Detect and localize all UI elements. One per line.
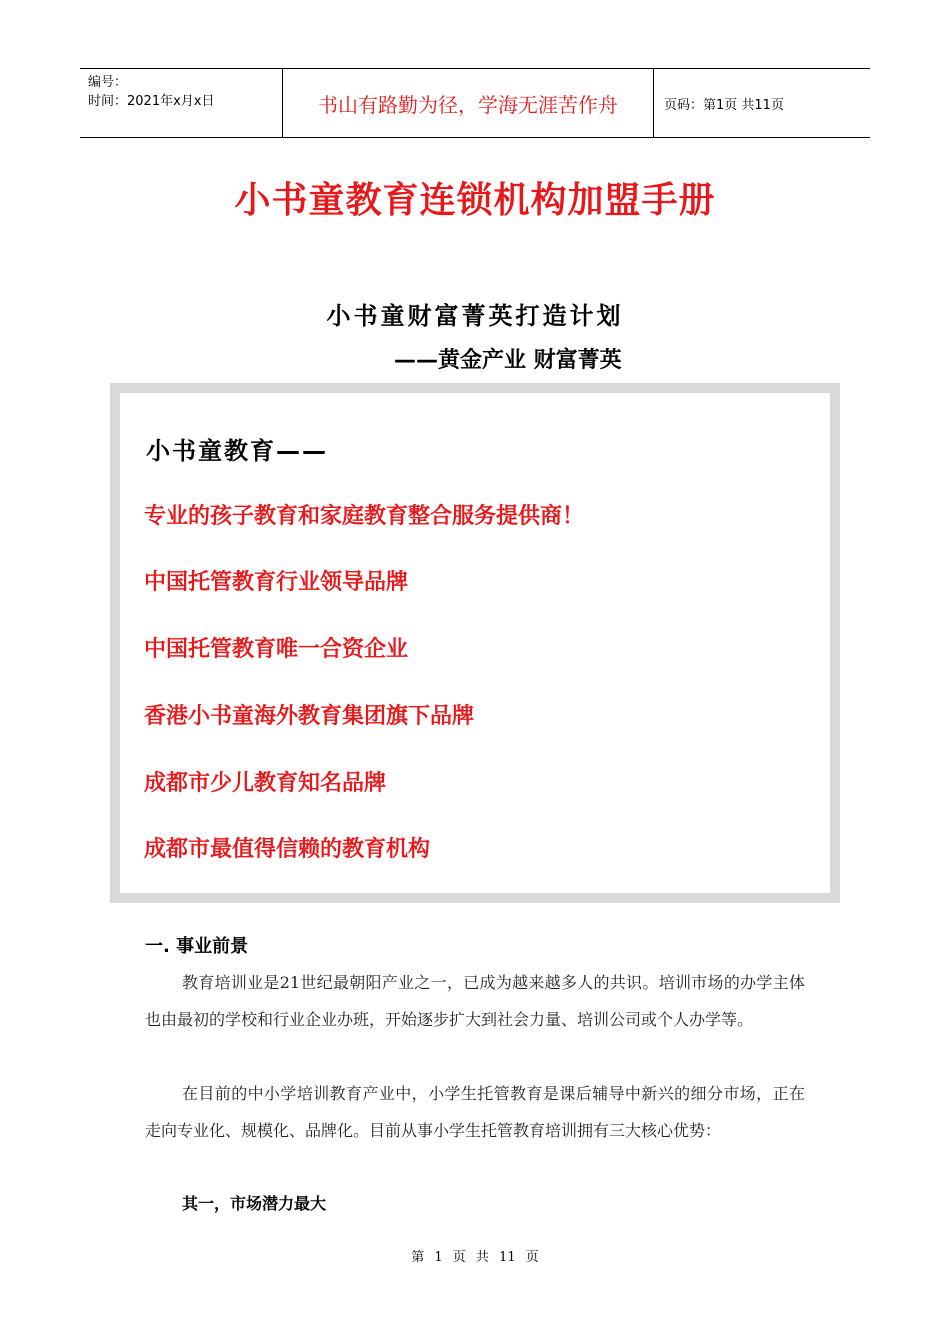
slogan-item: 成都市最值得信赖的教育机构 [144,837,431,862]
slogan-item: 成都市少儿教育知名品牌 [144,771,387,796]
paragraph: 在目前的中小学培训教育产业中，小学生托管教育是课后辅导中新兴的细分市场，正在走向专业化、规模化、品牌化。目前从事小学生托管教育培训拥有三大核心优势： [145,1084,805,1140]
date-label: 时间：2021年x月x日 [88,94,215,109]
number-label: 编号： [88,75,128,90]
document-subtitle: 小书童财富菁英打造计划 [326,302,624,330]
frame-heading: 小书童教育—— [146,437,328,465]
section-heading: 一. 事业前景 [145,936,249,957]
document-subtitle-tagline: ——黄金产业 财富菁英 [394,348,622,373]
subheading: 其一，市场潜力最大 [182,1194,327,1213]
paragraph: 教育培训业是21世纪最朝阳产业之一，已成为越来越多人的共识。培训市场的办学主体也由最初的学校和行业企业办班，开始逐步扩大到社会力量、培训公司或个人办学等。 [145,973,805,1029]
slogan-item: 香港小书童海外教育集团旗下品牌 [144,704,475,729]
document-title: 小书童教育连锁机构加盟手册 [234,180,716,221]
slogan-item: 专业的孩子教育和家庭教育整合服务提供商！ [144,504,585,529]
page-footer: 第 1 页 共 11 页 [411,1250,539,1265]
slogan-frame-inner [120,393,830,893]
header-table [80,68,870,138]
slogan-frame [110,383,840,903]
slogan-item: 中国托管教育行业领导品牌 [144,570,409,595]
header-page-info: 页码：第1页 共11页 [664,97,784,113]
header-meta [80,69,282,137]
header-motto: 书山有路勤为径，学海无涯苦作舟 [282,69,654,137]
slogan-item: 中国托管教育唯一合资企业 [144,637,409,662]
